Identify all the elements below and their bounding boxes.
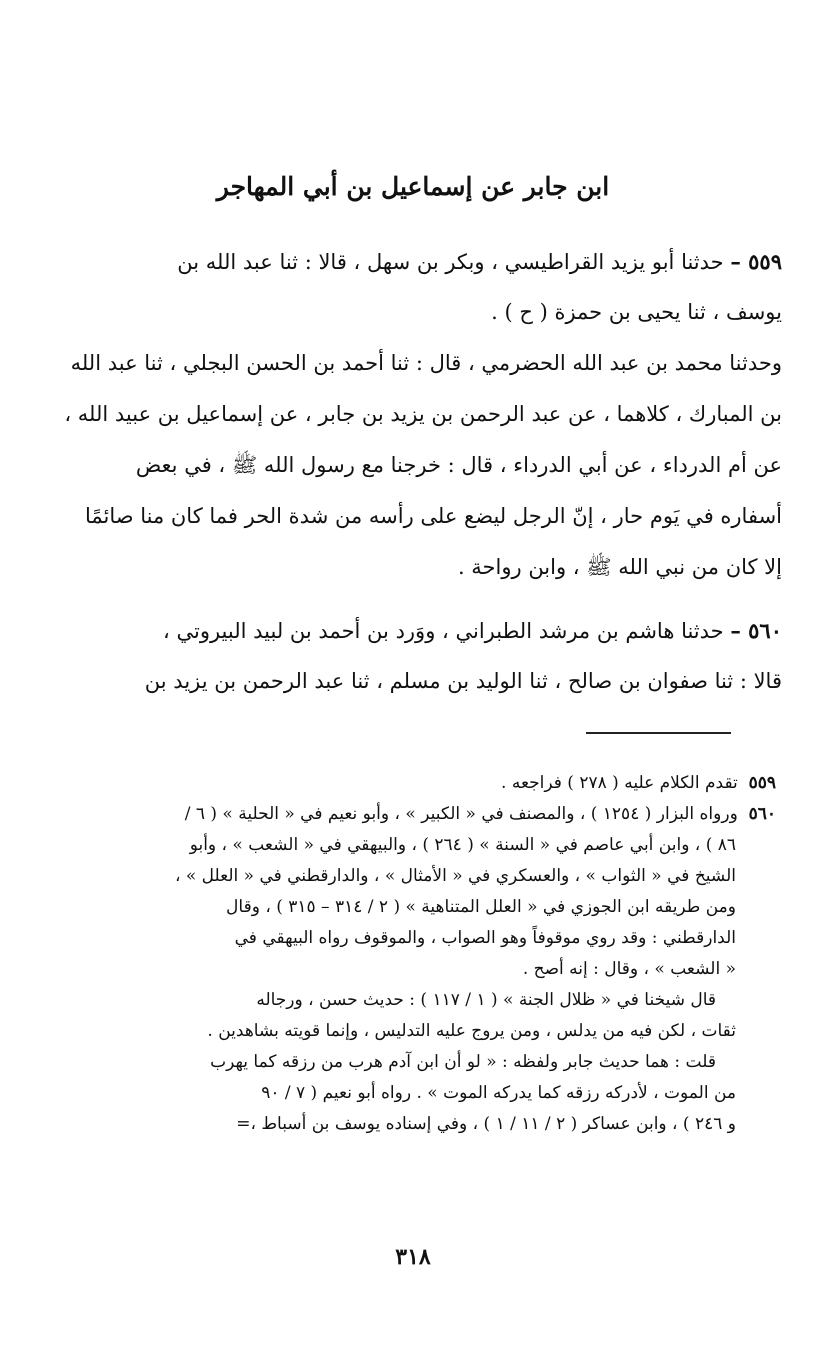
page-number: ٣١٨ [395,1244,431,1270]
footnote-line: الدارقطني : وقد روي موقوفاً وهو الصواب ، والموقوف رواه البيهقي في [234,928,736,948]
hadith-line: ٥٦٠ – حدثنا هاشم بن مرشد الطبراني ، ووَرد بن أحمد بن لبيد البيروتي ، [163,618,782,643]
footnote-number: ٥٦٠ [748,804,776,824]
hadith-line: عن أم الدرداء ، عن أبي الدرداء ، قال : خرجنا مع رسول الله ﷺ ، في بعض [135,453,782,477]
footnote-line: قلت : هما حديث جابر ولفظه : « لو أن ابن آدم هرب من رزقه كما يهرب [210,1052,716,1072]
footnote-559: ٥٥٩ تقدم الكلام عليه ( ٢٧٨ ) فراجعه . [501,773,776,793]
main-text [50,236,782,707]
hadith-number: ٥٥٩ – [730,249,782,274]
footnote-line: الشيخ في « الثواب » ، والعسكري في « الأمثال » ، والدارقطني في « العلل » ، [174,866,736,886]
footnote-line: ٥٦٠ ورواه البزار ( ١٢٥٤ ) ، والمصنف في « الكبير » ، وأبو نعيم في « الحلية » ( ٦ / [184,804,776,824]
footnote-line: ومن طريقه ابن الجوزي في « العلل المتناهية » ( ٢ / ٣١٤ – ٣١٥ ) ، وقال [226,897,736,917]
footnote-line: ٨٦ ) ، وابن أبي عاصم في « السنة » ( ٢٦٤ ) ، والبيهقي في « الشعب » ، وأبو [189,835,736,855]
hadith-line: إلا كان من نبي الله ﷺ ، وابن رواحة . [457,555,782,579]
footnote-560 [60,799,776,1140]
hadith-line: ٥٥٩ – حدثنا أبو يزيد القراطيسي ، وبكر بن سهل ، قالا : ثنا عبد الله بن [177,249,782,274]
footnote-number: ٥٥٩ [748,773,776,793]
hadith-line: قالا : ثنا صفوان بن صالح ، ثنا الوليد بن مسلم ، ثنا عبد الرحمن بن يزيد بن [144,669,782,693]
hadith-560 [50,605,782,707]
hadith-line: يوسف ، ثنا يحيى بن حمزة ( ح ) . [491,300,782,324]
footnote-line: ثقات ، لكن فيه من يدلس ، ومن يروج عليه التدليس ، وإنما قويته بشاهدين . [207,1021,736,1041]
section-title: ابن جابر عن إسماعيل بن أبي المهاجر [216,172,610,201]
footnotes [60,768,776,1140]
hadith-line: بن المبارك ، كلاهما ، عن عبد الرحمن بن يزيد بن جابر ، عن إسماعيل بن عبيد الله ، [64,402,782,426]
footnote-line: و ٢٤٦ ) ، وابن عساكر ( ٢ / ١١ / ١ ) ، وفي إسناده يوسف بن أسباط ،= [236,1114,736,1134]
footnote-line: قال شيخنا في « ظلال الجنة » ( ١ / ١١٧ ) : حديث حسن ، ورجاله [256,990,716,1010]
hadith-line: وحدثنا محمد بن عبد الله الحضرمي ، قال : ثنا أحمد بن الحسن البجلي ، ثنا عبد الله [70,351,782,375]
hadith-line: أسفاره في يَوم حار ، إنّ الرجل ليضع على رأسه من شدة الحر فما كان منا صائمًا [84,504,782,528]
hadith-559 [50,236,782,593]
footnote-line: « الشعب » ، وقال : إنه أصح . [522,959,736,979]
footnote-line: من الموت ، لأدركه رزقه كما يدركه الموت » . رواه أبو نعيم ( ٧ / ٩٠ [261,1083,736,1103]
footnote-separator [586,732,731,734]
hadith-number: ٥٦٠ – [730,618,782,643]
